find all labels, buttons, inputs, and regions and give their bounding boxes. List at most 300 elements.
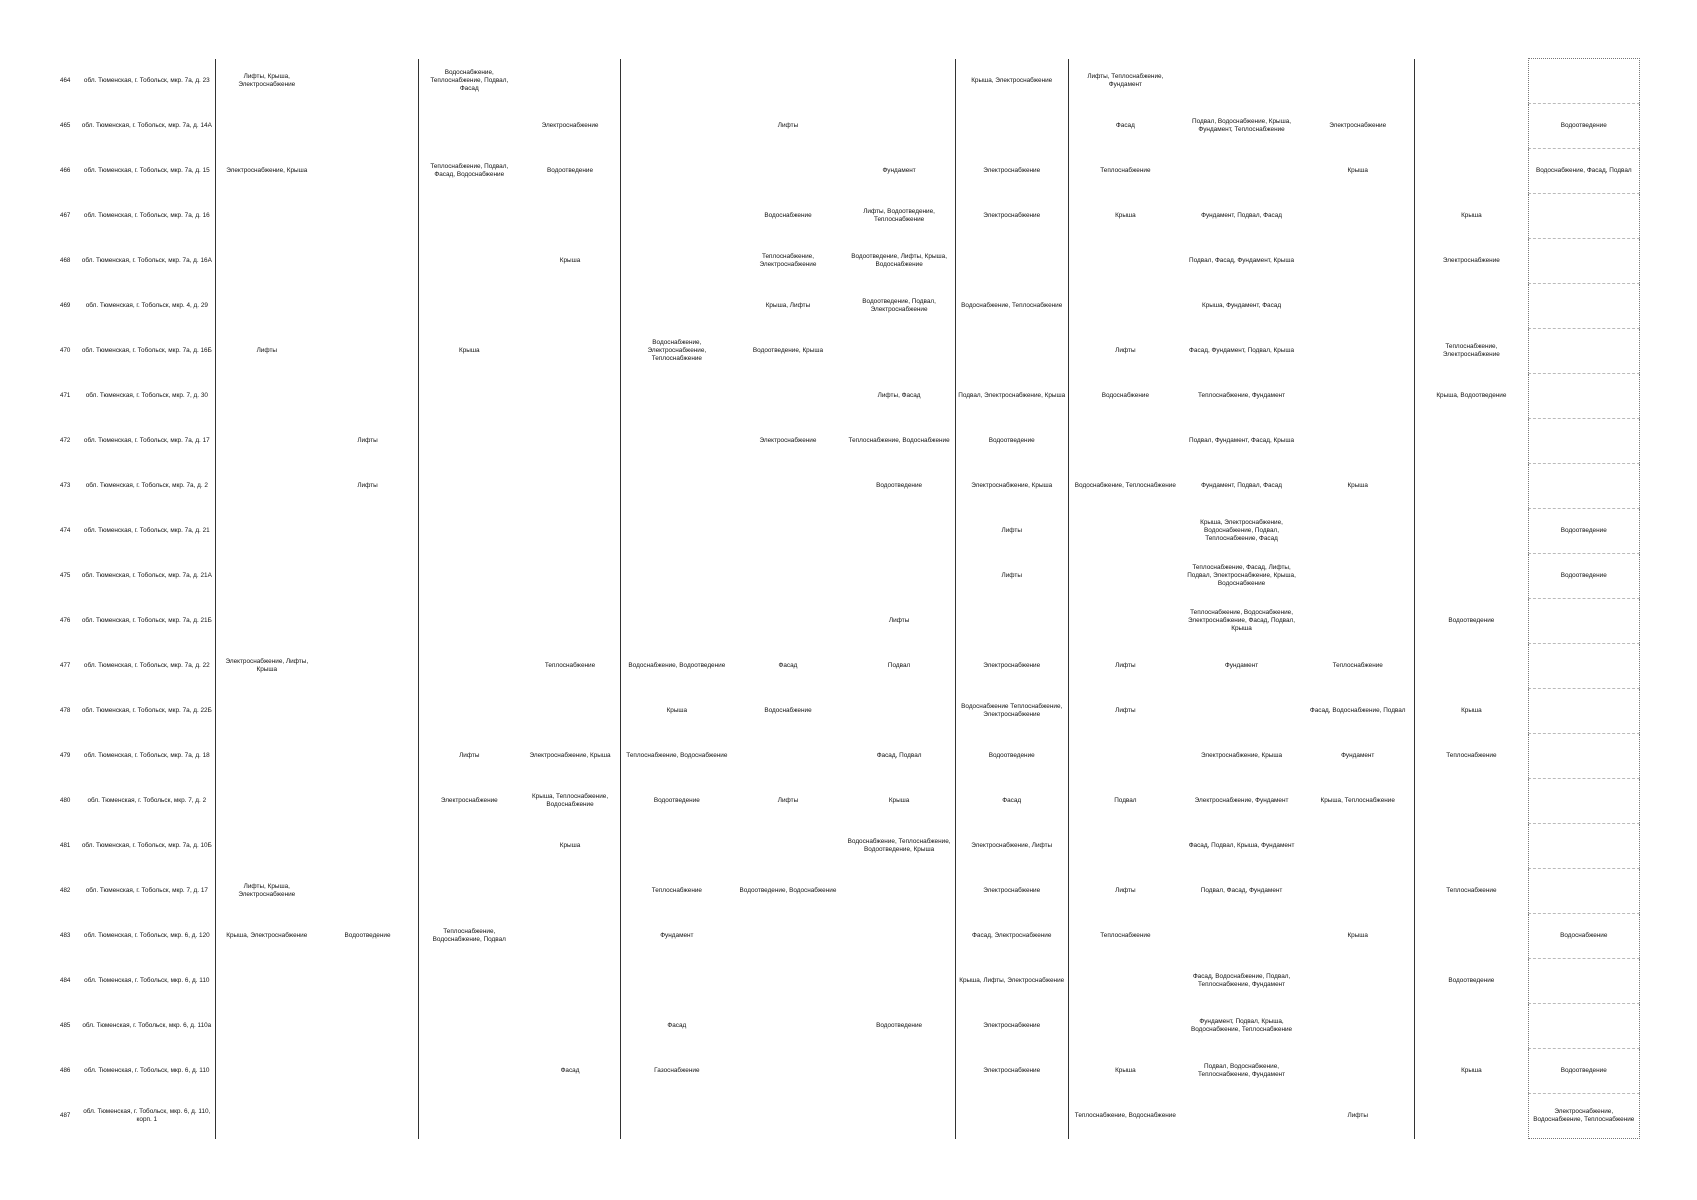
- address-cell: обл. Тюменская, г. Тобольск, мкр. 7а, д. 10Б: [81, 842, 212, 850]
- work-type-cell: [418, 464, 519, 509]
- row-number: 477: [60, 662, 71, 670]
- table-row: [60, 644, 1640, 689]
- work-type-cell: [1301, 959, 1414, 1004]
- work-type-cell: Теплоснабжение, Водоснабжение: [848, 437, 950, 445]
- work-type-cell: Водоотведение: [621, 779, 732, 824]
- work-type-cell: Крыша: [1068, 194, 1181, 239]
- work-type-cell: [1528, 464, 1639, 509]
- work-type-cell: Крыша: [559, 257, 581, 265]
- row-number: 466: [60, 167, 71, 175]
- work-type-cell: [216, 959, 317, 1004]
- row-number: 487: [60, 1112, 71, 1120]
- address-cell: обл. Тюменская, г. Тобольск, мкр. 7а, д. 22Б: [81, 707, 212, 715]
- table-row: [60, 104, 1640, 149]
- table-row: [60, 554, 1640, 599]
- work-type-cell: Крыша: [1068, 1049, 1181, 1094]
- work-type-cell: Водоснабжение, Теплоснабжение: [1068, 464, 1181, 509]
- work-type-cell: [317, 194, 418, 239]
- work-type-cell: [844, 689, 955, 734]
- work-type-cell: Газоснабжение: [621, 1049, 732, 1094]
- work-type-cell: [216, 689, 317, 734]
- work-type-cell: Крыша, Лифты: [765, 302, 811, 310]
- work-type-cell: [1528, 284, 1639, 329]
- work-type-cell: Крыша: [621, 689, 732, 734]
- work-type-cell: Крыша: [1415, 1049, 1528, 1094]
- work-type-cell: Электроснабжение, Лифты, Крыша: [216, 644, 317, 689]
- work-type-cell: [317, 869, 418, 914]
- work-type-cell: Лифты: [1068, 869, 1181, 914]
- work-type-cell: [732, 1094, 843, 1139]
- work-type-cell: [1528, 869, 1639, 914]
- work-type-cell: Лифты: [357, 482, 378, 490]
- work-type-cell: [418, 689, 519, 734]
- address-cell: обл. Тюменская, г. Тобольск, мкр. 7, д. 17: [85, 887, 208, 895]
- work-type-cell: [418, 1049, 519, 1094]
- work-type-cell: Водоотведение: [876, 482, 923, 490]
- work-type-cell: [955, 104, 1068, 149]
- address-cell: обл. Тюменская, г. Тобольск, мкр. 4, д. 29: [85, 302, 208, 310]
- work-type-cell: [1301, 194, 1414, 239]
- work-type-cell: [844, 554, 955, 599]
- table-row: [60, 329, 1640, 374]
- work-type-cell: Крыша, Фундамент, Фасад: [1201, 302, 1282, 310]
- address-cell: обл. Тюменская, г. Тобольск, мкр. 7а, д. 22: [83, 662, 210, 670]
- work-type-cell: [216, 374, 317, 419]
- work-type-cell: Водоотведение: [1528, 554, 1639, 599]
- work-type-cell: Крыша, Электроснабжение, Водоснабжение, Подвал, Теплоснабжение, Фасад: [1200, 519, 1283, 542]
- table-row: [60, 464, 1640, 509]
- work-type-cell: Теплоснабжение, Подвал, Фасад, Водоснабжение: [418, 149, 519, 194]
- work-type-cell: [1301, 329, 1414, 374]
- work-type-cell: Электроснабжение: [759, 437, 817, 445]
- work-type-cell: [1528, 59, 1639, 104]
- work-type-cell: Водоснабжение, Теплоснабжение, Водоотведение, Крыша: [847, 838, 951, 853]
- row-number: 482: [60, 887, 71, 895]
- work-type-cell: [520, 599, 621, 644]
- work-type-cell: [1301, 419, 1414, 464]
- work-type-cell: [621, 239, 732, 284]
- work-type-cell: Теплоснабжение: [1415, 869, 1528, 914]
- work-type-cell: Водоотведение, Водоснабжение: [739, 887, 837, 895]
- work-type-cell: [844, 509, 955, 554]
- work-type-cell: Фундамент: [1341, 752, 1375, 760]
- work-type-cell: [317, 824, 418, 869]
- row-number: 479: [60, 752, 71, 760]
- table-row: [60, 509, 1640, 554]
- table-row: [60, 239, 1640, 284]
- table-row: [60, 374, 1640, 419]
- address-cell: обл. Тюменская, г. Тобольск, мкр. 6, д. 110, корп. 1: [83, 1108, 211, 1123]
- work-type-cell: [317, 554, 418, 599]
- work-type-cell: Фасад: [778, 662, 798, 670]
- work-type-cell: [1068, 959, 1181, 1004]
- work-type-cell: Фасад, Подвал, Крыша, Фундамент: [1188, 842, 1295, 850]
- table-row: [60, 914, 1640, 959]
- work-type-cell: [844, 959, 955, 1004]
- work-type-cell: [1301, 1004, 1414, 1049]
- work-type-cell: [732, 464, 843, 509]
- work-type-cell: [1182, 59, 1301, 104]
- work-type-cell: [317, 779, 418, 824]
- work-type-cell: Электроснабжение, Крыша: [529, 752, 611, 760]
- address-cell: обл. Тюменская, г. Тобольск, мкр. 7а, д. 16: [83, 212, 210, 220]
- work-type-cell: Водоснабжение: [1528, 914, 1639, 959]
- work-type-cell: [520, 419, 621, 464]
- table-row: [60, 869, 1640, 914]
- work-type-cell: Подвал, Электроснабжение, Крыша: [955, 374, 1068, 419]
- work-type-cell: Подвал, Фундамент, Фасад, Крыша: [1189, 437, 1295, 445]
- table-row: [60, 734, 1640, 779]
- work-type-cell: [216, 239, 317, 284]
- work-type-cell: Электроснабжение: [955, 644, 1068, 689]
- work-type-cell: [1415, 914, 1528, 959]
- row-number: 471: [60, 392, 71, 400]
- work-type-cell: [1415, 509, 1528, 554]
- table-row: [60, 284, 1640, 329]
- work-type-cell: Лифты: [777, 797, 799, 805]
- work-type-cell: [418, 644, 519, 689]
- work-type-cell: Водоснабжение, Теплоснабжение: [955, 284, 1068, 329]
- work-type-cell: Лифты: [1068, 329, 1181, 374]
- work-type-cell: [216, 554, 317, 599]
- work-type-cell: [1068, 734, 1181, 779]
- work-type-cell: [732, 959, 843, 1004]
- work-type-cell: Фундамент, Подвал, Фасад: [1201, 212, 1282, 220]
- work-type-cell: Водоснабжение, Электроснабжение, Теплоснабжение: [621, 329, 732, 374]
- work-type-cell: Фасад, Водоснабжение, Подвал: [1309, 707, 1406, 715]
- work-type-cell: [732, 914, 843, 959]
- table-row: [60, 1094, 1640, 1139]
- work-type-cell: [621, 554, 732, 599]
- work-type-cell: Лифты: [955, 554, 1068, 599]
- address-cell: обл. Тюменская, г. Тобольск, мкр. 6, д. 120: [83, 932, 210, 940]
- work-type-cell: Теплоснабжение: [1415, 734, 1528, 779]
- work-type-cell: [520, 374, 621, 419]
- work-type-cell: [621, 599, 732, 644]
- work-type-cell: Теплоснабжение: [1068, 914, 1181, 959]
- work-type-cell: Крыша: [1415, 689, 1528, 734]
- work-type-cell: [1068, 419, 1181, 464]
- work-type-cell: [216, 284, 317, 329]
- work-type-cell: Электроснабжение: [955, 194, 1068, 239]
- work-type-cell: [317, 104, 418, 149]
- table-row: [60, 959, 1640, 1004]
- work-type-cell: [1415, 419, 1528, 464]
- work-type-cell: [1068, 599, 1181, 644]
- work-type-cell: Водоснабжение Теплоснабжение, Электроснабжение: [955, 689, 1068, 734]
- address-cell: обл. Тюменская, г. Тобольск, мкр. 7, д. 30: [85, 392, 208, 400]
- work-type-cell: Водоотведение: [1528, 1049, 1639, 1094]
- work-type-cell: Электроснабжение: [955, 1049, 1068, 1094]
- work-type-cell: [520, 959, 621, 1004]
- work-type-cell: [1528, 194, 1639, 239]
- work-type-cell: [732, 1004, 843, 1049]
- row-number: 470: [60, 347, 71, 355]
- work-type-cell: [1068, 284, 1181, 329]
- address-cell: обл. Тюменская, г. Тобольск, мкр. 7а, д. 23: [83, 77, 210, 85]
- work-type-cell: [1528, 734, 1639, 779]
- work-type-cell: Теплоснабжение, Фундамент: [1198, 392, 1286, 400]
- work-type-cell: [1068, 824, 1181, 869]
- table-row: [60, 149, 1640, 194]
- work-type-cell: [844, 869, 955, 914]
- work-type-cell: Водоотведение: [547, 167, 594, 175]
- work-type-cell: [1301, 509, 1414, 554]
- work-type-cell: Крыша: [1415, 194, 1528, 239]
- work-type-cell: [621, 149, 732, 194]
- work-type-cell: [844, 59, 955, 104]
- work-type-cell: [418, 104, 519, 149]
- work-type-cell: Фасад: [955, 779, 1068, 824]
- work-type-cell: [955, 599, 1068, 644]
- work-type-cell: [418, 509, 519, 554]
- work-type-cell: Фасад: [621, 1004, 732, 1049]
- work-type-cell: [317, 284, 418, 329]
- work-type-cell: Фундамент, Подвал, Крыша, Водоснабжение, Теплоснабжение: [1190, 1018, 1293, 1033]
- address-cell: обл. Тюменская, г. Тобольск, мкр. 7а, д. 15: [83, 167, 210, 175]
- work-type-cell: [1301, 374, 1414, 419]
- work-type-cell: Крыша, Электроснабжение: [955, 59, 1068, 104]
- work-type-cell: [216, 734, 317, 779]
- work-type-cell: [844, 329, 955, 374]
- work-type-cell: [1528, 239, 1639, 284]
- address-cell: обл. Тюменская, г. Тобольск, мкр. 7а, д. 14А: [81, 122, 212, 130]
- work-type-cell: Лифты: [216, 329, 317, 374]
- work-type-cell: Крыша, Теплоснабжение, Водоснабжение: [531, 793, 609, 808]
- work-type-cell: Водоснабжение, Водоотведение: [621, 644, 732, 689]
- work-type-cell: [418, 284, 519, 329]
- work-type-cell: Теплоснабжение, Электроснабжение: [1415, 329, 1528, 374]
- work-type-cell: [216, 1004, 317, 1049]
- work-type-cell: [732, 59, 843, 104]
- work-type-cell: Теплоснабжение, Электроснабжение: [759, 253, 817, 268]
- address-cell: обл. Тюменская, г. Тобольск, мкр. 7а, д. 21: [83, 527, 210, 535]
- work-type-cell: [621, 1094, 732, 1139]
- work-type-cell: [621, 374, 732, 419]
- work-type-cell: [520, 1094, 621, 1139]
- work-type-cell: Подвал: [887, 662, 911, 670]
- work-type-cell: [1182, 149, 1301, 194]
- work-type-cell: Подвал, Водоснабжение, Теплоснабжение, Фундамент: [1198, 1063, 1286, 1078]
- work-type-cell: [732, 509, 843, 554]
- work-type-cell: [732, 734, 843, 779]
- work-type-cell: Водоотведение: [1528, 509, 1639, 554]
- work-type-cell: [520, 329, 621, 374]
- work-type-cell: Подвал, Водоснабжение, Крыша, Фундамент, Теплоснабжение: [1192, 118, 1292, 133]
- work-type-cell: Лифты: [777, 122, 799, 130]
- work-type-cell: [418, 599, 519, 644]
- work-type-cell: Электроснабжение: [418, 779, 519, 824]
- row-number: 480: [60, 797, 71, 805]
- work-type-cell: Лифты, Теплоснабжение, Фундамент: [1068, 59, 1181, 104]
- work-type-cell: [1415, 824, 1528, 869]
- work-type-cell: Фундамент: [1224, 662, 1259, 670]
- work-type-cell: Водоотведение: [1415, 959, 1528, 1004]
- work-type-cell: Теплоснабжение: [1332, 662, 1383, 670]
- work-type-cell: Фундамент, Подвал, Фасад: [1201, 482, 1282, 490]
- work-type-cell: [317, 329, 418, 374]
- work-type-cell: Теплоснабжение, Водоснабжение, Подвал: [418, 914, 519, 959]
- work-type-cell: [216, 1094, 317, 1139]
- work-type-cell: Водоснабжение: [764, 212, 812, 220]
- work-type-cell: Фундамент: [882, 167, 916, 175]
- work-type-cell: [1415, 554, 1528, 599]
- work-type-cell: [1301, 869, 1414, 914]
- work-type-cell: Электроснабжение: [541, 122, 599, 130]
- work-type-cell: [1528, 779, 1639, 824]
- work-type-cell: Электроснабжение: [955, 869, 1068, 914]
- work-type-cell: Лифты: [1068, 644, 1181, 689]
- work-type-cell: Подвал, Фасад, Фундамент, Крыша: [1189, 257, 1295, 265]
- work-type-cell: Электроснабжение: [955, 1004, 1068, 1049]
- row-number: 464: [60, 77, 71, 85]
- work-type-cell: Крыша: [418, 329, 519, 374]
- work-type-cell: Теплоснабжение, Водоснабжение, Электроснабжение, Фасад, Подвал, Крыша: [1188, 609, 1296, 632]
- work-type-cell: [621, 509, 732, 554]
- work-type-cell: [1415, 284, 1528, 329]
- row-number: 467: [60, 212, 71, 220]
- work-type-cell: Теплоснабжение, Фасад, Лифты, Подвал, Электроснабжение, Крыша, Водоснабжение: [1187, 564, 1296, 587]
- work-type-cell: [1415, 644, 1528, 689]
- work-type-cell: [418, 194, 519, 239]
- work-type-cell: [216, 194, 317, 239]
- work-type-cell: [621, 824, 732, 869]
- work-type-cell: Крыша: [559, 842, 581, 850]
- work-type-cell: Водоснабжение: [764, 707, 812, 715]
- work-type-cell: [621, 284, 732, 329]
- work-type-cell: Крыша, Теплоснабжение: [1320, 797, 1395, 805]
- work-type-cell: Электроснабжение, Крыша: [1201, 752, 1283, 760]
- work-type-cell: [418, 419, 519, 464]
- work-type-cell: Водоотведение, Крыша: [752, 347, 823, 355]
- repair-schedule-table: [60, 58, 1640, 1139]
- row-number: 481: [60, 842, 71, 850]
- work-type-cell: [1301, 59, 1414, 104]
- work-type-cell: [520, 914, 621, 959]
- work-type-cell: Крыша, Водоотведение: [1415, 374, 1528, 419]
- work-type-cell: [520, 509, 621, 554]
- work-type-cell: [216, 419, 317, 464]
- work-type-cell: Водоотведение: [344, 932, 391, 940]
- work-type-cell: Крыша: [888, 797, 910, 805]
- work-type-cell: [216, 779, 317, 824]
- work-type-cell: [317, 374, 418, 419]
- work-type-cell: [1528, 599, 1639, 644]
- work-type-cell: [732, 824, 843, 869]
- work-type-cell: [1301, 599, 1414, 644]
- work-type-cell: Водоотведение, Подвал, Электроснабжение: [862, 298, 936, 313]
- work-type-cell: [1415, 149, 1528, 194]
- work-type-cell: Теплоснабжение: [544, 662, 596, 670]
- work-type-cell: Подвал, Фасад, Фундамент: [1200, 887, 1283, 895]
- work-type-cell: [520, 194, 621, 239]
- work-type-cell: [621, 194, 732, 239]
- work-type-cell: [216, 599, 317, 644]
- work-type-cell: Электроснабжение, Крыша: [216, 149, 317, 194]
- address-cell: обл. Тюменская, г. Тобольск, мкр. 6, д. 110а: [82, 1022, 212, 1030]
- work-type-cell: [1182, 914, 1301, 959]
- work-type-cell: [1415, 1004, 1528, 1049]
- table-row: [60, 779, 1640, 824]
- work-type-cell: [1415, 1094, 1528, 1139]
- work-type-cell: [317, 644, 418, 689]
- table-row: [60, 194, 1640, 239]
- work-type-cell: [317, 689, 418, 734]
- work-type-cell: Водоотведение: [1415, 599, 1528, 644]
- work-type-cell: [418, 869, 519, 914]
- work-type-cell: [418, 1004, 519, 1049]
- work-type-cell: Лифты: [888, 617, 910, 625]
- work-type-cell: Крыша, Электроснабжение: [216, 914, 317, 959]
- work-type-cell: Лифты: [955, 509, 1068, 554]
- work-type-cell: Фасад: [1068, 104, 1181, 149]
- work-type-cell: [520, 554, 621, 599]
- work-type-cell: [1301, 284, 1414, 329]
- work-type-cell: [317, 239, 418, 284]
- work-type-cell: Лифты: [1068, 689, 1181, 734]
- work-type-cell: [1068, 239, 1181, 284]
- work-type-cell: [317, 1004, 418, 1049]
- work-type-cell: [1528, 329, 1639, 374]
- work-type-cell: [1528, 1004, 1639, 1049]
- work-type-cell: [844, 104, 955, 149]
- work-type-cell: Фасад, Фундамент, Подвал, Крыша: [1189, 347, 1295, 355]
- address-cell: обл. Тюменская, г. Тобольск, мкр. 7а, д. 16А: [81, 257, 212, 265]
- work-type-cell: [732, 599, 843, 644]
- work-type-cell: [317, 734, 418, 779]
- work-type-cell: [1415, 59, 1528, 104]
- work-type-cell: [216, 104, 317, 149]
- work-type-cell: [955, 239, 1068, 284]
- work-type-cell: Водоотведение: [955, 734, 1068, 779]
- work-type-cell: Крыша, Лифты, Электроснабжение: [955, 959, 1068, 1004]
- work-type-cell: [1528, 644, 1639, 689]
- work-type-cell: Водоотведение: [876, 1022, 923, 1030]
- work-type-cell: Лифты: [418, 734, 519, 779]
- work-type-cell: Лифты: [357, 437, 378, 445]
- address-cell: обл. Тюменская, г. Тобольск, мкр. 7а, д. 21А: [81, 572, 212, 580]
- work-type-cell: Водоснабжение, Теплоснабжение, Подвал, Фасад: [418, 59, 519, 104]
- table-row: [60, 59, 1640, 104]
- work-type-cell: Крыша: [1347, 932, 1368, 940]
- work-type-cell: Электроснабжение, Лифты: [955, 824, 1068, 869]
- work-type-cell: Фасад: [560, 1067, 580, 1075]
- work-type-cell: [418, 824, 519, 869]
- row-number: 473: [60, 482, 71, 490]
- work-type-cell: Электроснабжение, Фундамент: [1194, 797, 1289, 805]
- work-type-cell: [1182, 1094, 1301, 1139]
- work-type-cell: [732, 149, 843, 194]
- work-type-cell: [317, 1094, 418, 1139]
- work-type-cell: [1415, 104, 1528, 149]
- address-cell: обл. Тюменская, г. Тобольск, мкр. 7а, д. 2: [85, 482, 208, 490]
- work-type-cell: [418, 959, 519, 1004]
- row-number: 478: [60, 707, 71, 715]
- work-type-cell: [1301, 554, 1414, 599]
- work-type-cell: [1415, 464, 1528, 509]
- row-number: 486: [60, 1067, 71, 1075]
- row-number: 465: [60, 122, 71, 130]
- work-type-cell: Фасад, Электроснабжение: [955, 914, 1068, 959]
- work-type-cell: Фасад, Подвал: [876, 752, 922, 760]
- work-type-cell: Лифты, Водоотведение, Теплоснабжение: [863, 208, 935, 223]
- work-type-cell: [317, 599, 418, 644]
- work-type-cell: [1528, 959, 1639, 1004]
- work-type-cell: [732, 1049, 843, 1094]
- work-type-cell: [1528, 419, 1639, 464]
- work-type-cell: [1068, 509, 1181, 554]
- work-type-cell: Фасад, Водоснабжение, Подвал, Теплоснабжение, Фундамент: [1192, 973, 1291, 988]
